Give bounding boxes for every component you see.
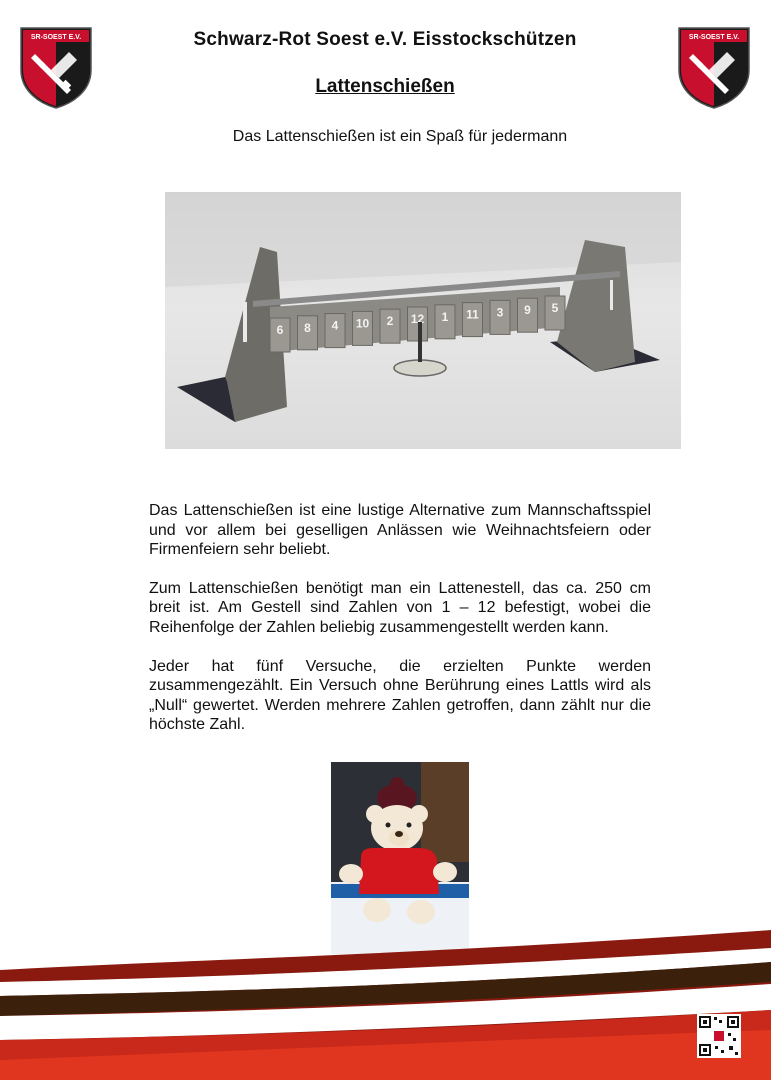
paragraph-equipment: Zum Lattenschießen benötigt man ein Lattenestell, das ca. 250 cm breit ist. Am Gestell sind Zahlen von 1 – 12 befestigt, wobei die Reihenfolge der Zahlen beliebig zusammengestellt werden kann.	[149, 579, 651, 636]
rack-number-label: 11	[466, 307, 479, 322]
latten-rack-illustration	[165, 192, 681, 449]
paragraph-intro: Das Lattenschießen ist eine lustige Alternative zum Mannschaftsspiel und vor allem bei geselligen Anlässen wie Weihnachtsfeiern oder Firmenfeiern sehr beliebt.	[149, 502, 651, 559]
rack-number-label: 2	[386, 314, 394, 329]
crest-label: SR-SOEST E.V.	[30, 34, 82, 41]
club-crest-logo-left	[19, 26, 93, 110]
qr-code	[697, 1014, 741, 1058]
rack-number-label: 6	[276, 323, 284, 337]
page-title: Lattenschießen	[315, 76, 455, 97]
latten-rack-photo	[165, 192, 681, 449]
body-text	[149, 501, 651, 754]
decorative-wave-footer	[0, 900, 771, 1080]
rack-number-label: 12	[410, 312, 425, 326]
rack-number-label: 1	[441, 309, 449, 324]
rack-number-label: 5	[551, 301, 559, 315]
rack-number-label: 10	[355, 316, 370, 331]
paragraph-rules: Jeder hat fünf Versuche, die erzielten Punkte werden zusammengezählt. Ein Versuch ohne Berührung eines Lattls wird als „Null“ gewertet. Werden mehrere Zahlen getroffen, dann zählt nur die höchste Zahl.	[149, 657, 651, 734]
club-crest-logo-right	[677, 26, 751, 110]
rack-number-label: 8	[304, 320, 311, 335]
org-title: Schwarz-Rot Soest e.V. Eisstockschützen	[193, 29, 577, 50]
rack-number-label: 9	[524, 303, 531, 318]
subtitle: Das Lattenschießen ist ein Spaß für jedermann	[232, 128, 568, 145]
crest-label: SR-SOEST E.V.	[688, 34, 740, 41]
rack-number-label: 3	[496, 305, 504, 320]
rack-number-label: 4	[331, 318, 339, 333]
eisstock-puck	[394, 360, 446, 376]
